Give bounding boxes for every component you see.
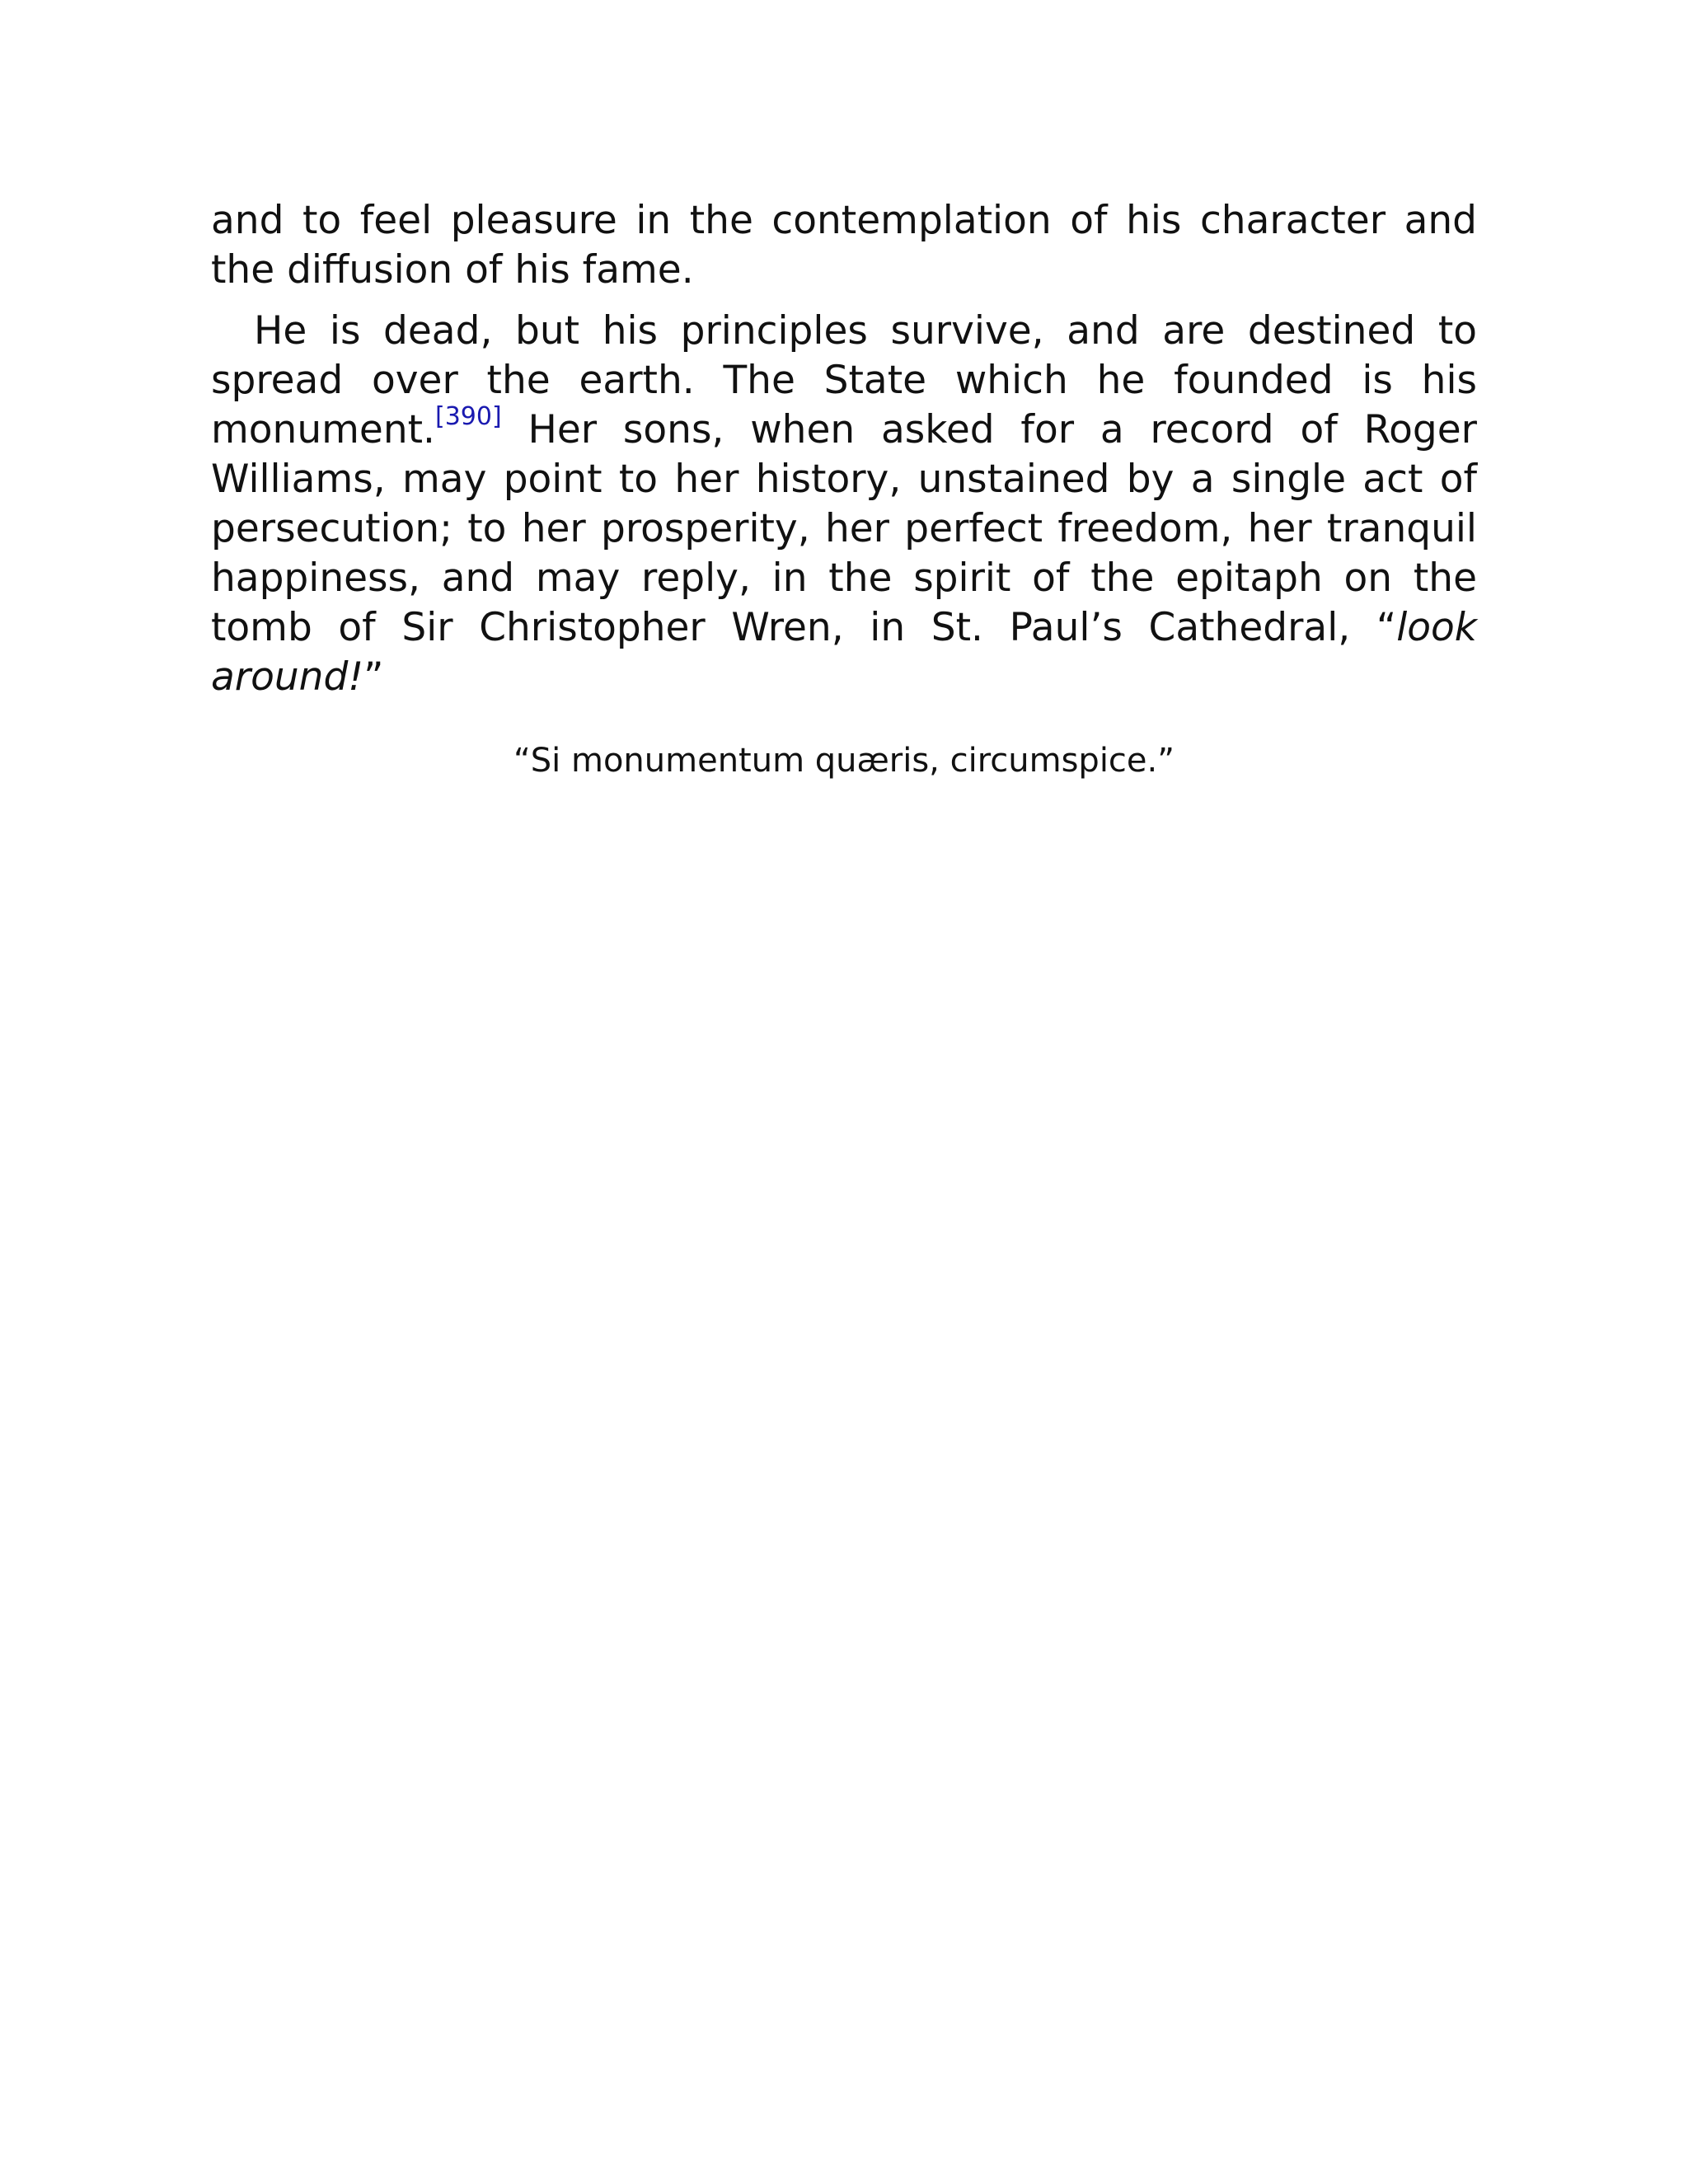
emphasis-look-around: look around! xyxy=(211,605,1477,700)
footnote-link-390[interactable]: [390] xyxy=(434,402,502,431)
paragraph-monument xyxy=(211,307,1477,702)
closing-quote: ” xyxy=(363,654,384,700)
paragraph-continuation xyxy=(211,196,1477,295)
page-content xyxy=(211,196,1477,783)
paragraph-monument-text-continued: Her sons, when asked for a record of Roger Williams, may point to her history, unstained by a single act of persecution; to her prosperity, her perfect freedom, her tranquil happiness, and may reply, in the spirit of the epitaph on the tomb of Sir Christopher Wren, in St. Paul’s Cathedral, “ xyxy=(211,407,1477,650)
epitaph-quote xyxy=(211,738,1477,783)
paragraph-monument-text: He is dead, but his principles survive, and are destined to spread over the earth. The State which he founded is his monument. xyxy=(211,308,1477,452)
paragraph-continuation-text: and to feel pleasure in the contemplation of his character and the diffusion of his fame. xyxy=(211,198,1477,293)
epitaph-quote-text: “Si monumentum quæris, circumspice.” xyxy=(513,742,1175,780)
